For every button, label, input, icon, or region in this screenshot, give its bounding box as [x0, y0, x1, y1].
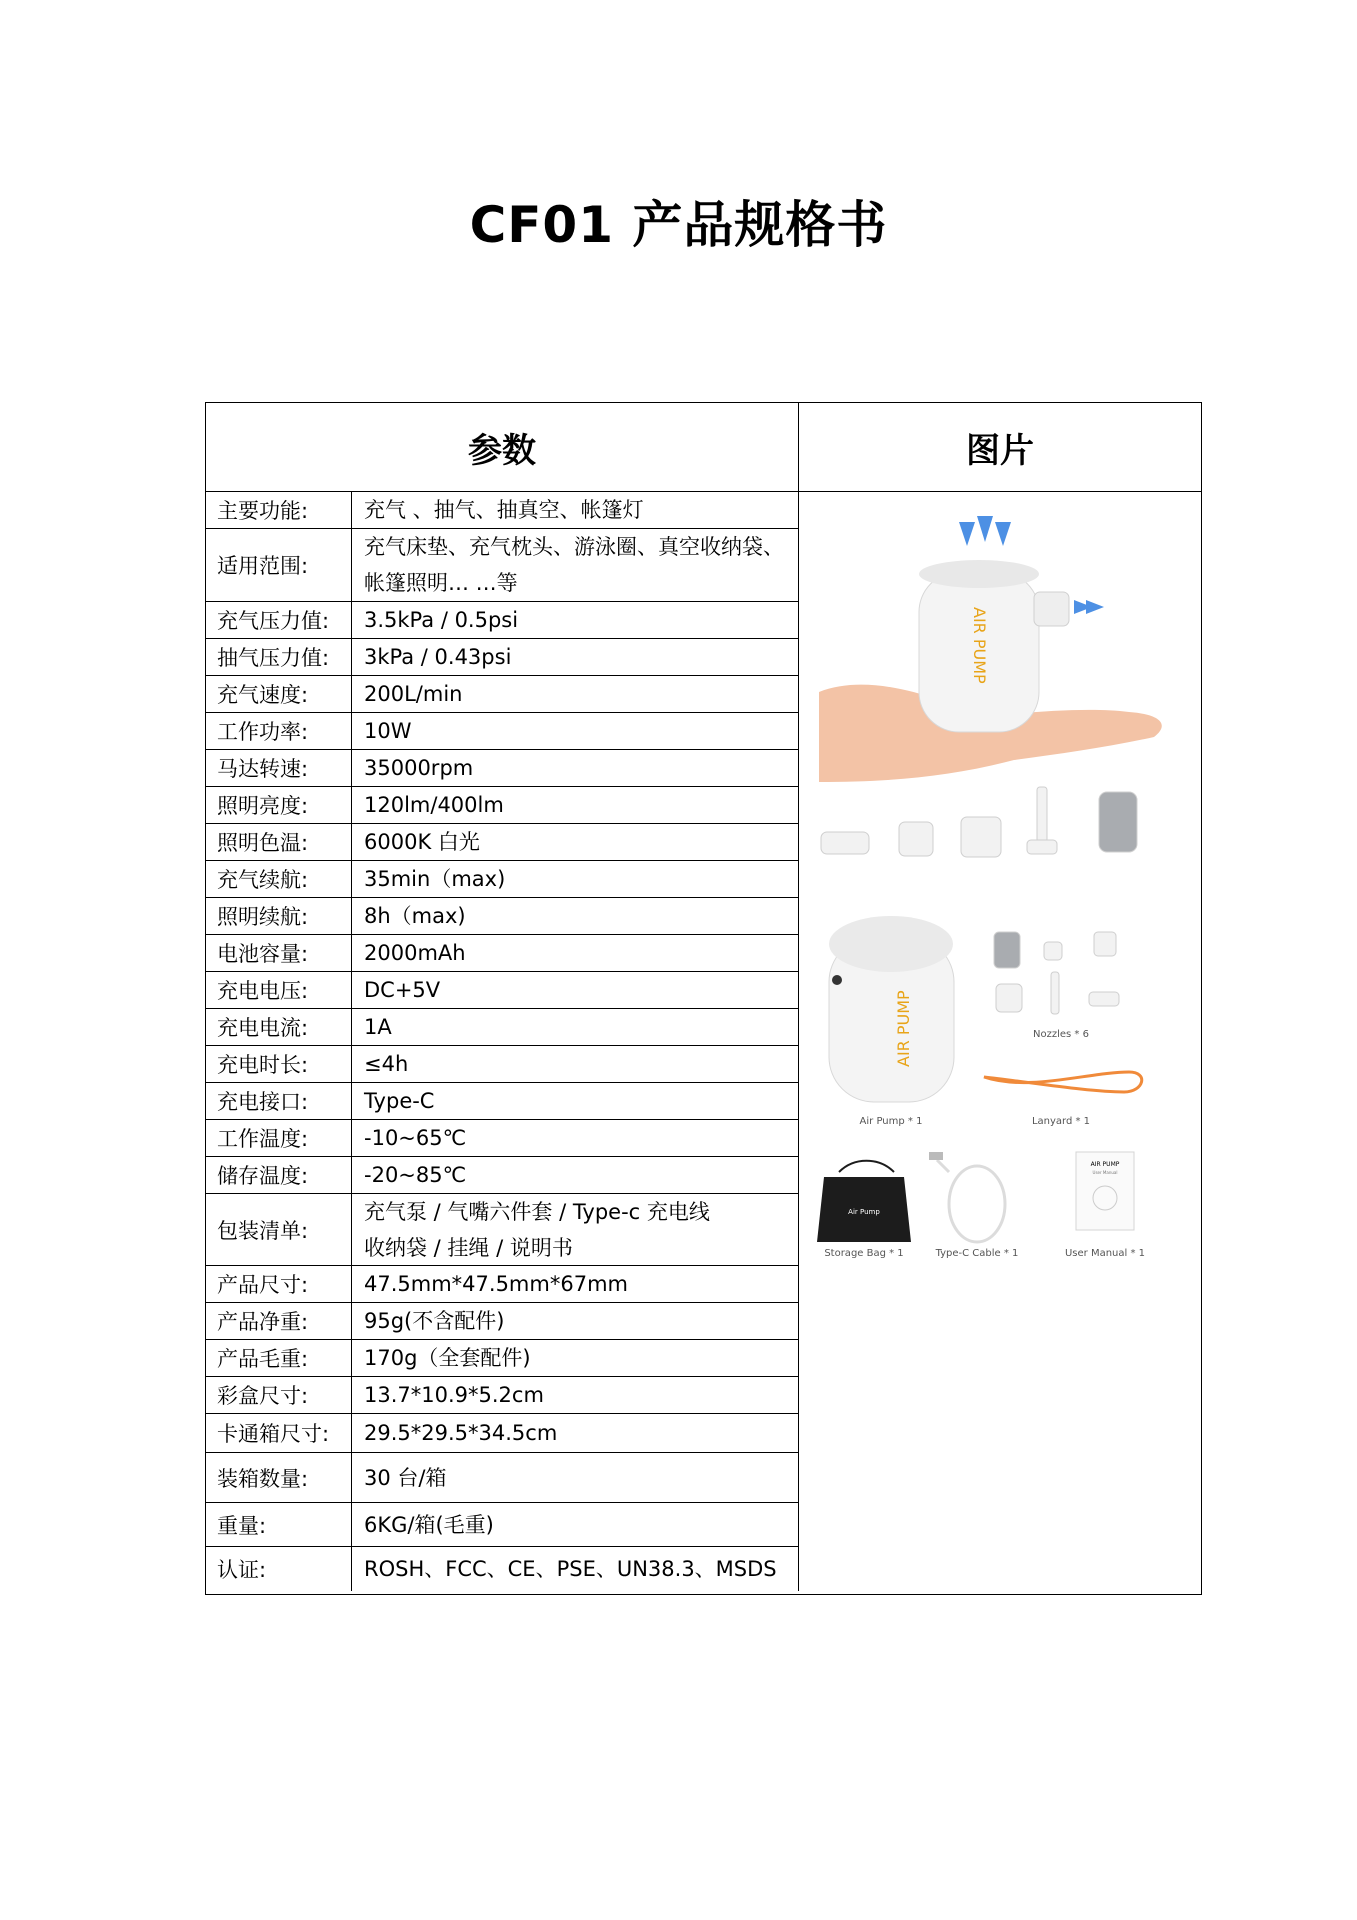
bag-label: Air Pump: [848, 1208, 880, 1216]
spec-row: [206, 824, 798, 861]
spec-label: 充电电流:: [206, 1009, 352, 1045]
spec-label: 马达转速:: [206, 750, 352, 786]
spec-value-line: 1A: [364, 1015, 392, 1039]
spec-value-line: 充气泵 / 气嘴六件套 / Type-c 充电线: [364, 1199, 710, 1224]
spec-label: 工作功率:: [206, 713, 352, 749]
product-illustration: [799, 492, 1201, 1594]
spec-row: [206, 972, 798, 1009]
spec-value-line: 35min（max): [364, 867, 506, 891]
spec-label: 充气速度:: [206, 676, 352, 712]
spec-row: [206, 602, 798, 639]
spec-row: [206, 492, 798, 529]
spec-row: [206, 1340, 798, 1377]
spec-value-line: 10W: [364, 719, 412, 743]
spec-value: [352, 1503, 798, 1546]
spec-row: [206, 1157, 798, 1194]
manual-title: AIR PUMP: [1090, 1161, 1120, 1168]
spec-value-line: 8h（max): [364, 904, 466, 928]
spec-value: [352, 1453, 798, 1502]
spec-label: 产品毛重:: [206, 1340, 352, 1376]
storage-bag: [817, 1161, 911, 1242]
spec-value-line: Type-C: [364, 1089, 435, 1113]
spec-value: [352, 639, 798, 675]
spec-label: 认证:: [206, 1547, 352, 1591]
spec-value: [352, 972, 798, 1008]
spec-value-line: 29.5*29.5*34.5cm: [364, 1421, 558, 1445]
spec-row: [206, 1266, 798, 1303]
params-header: 参数: [206, 403, 799, 492]
spec-label: 照明亮度:: [206, 787, 352, 823]
manual-subtitle: User Manual: [1092, 1170, 1118, 1175]
spec-value: [352, 1046, 798, 1082]
pump-standalone: [829, 916, 954, 1102]
spec-row: [206, 1120, 798, 1157]
spec-label: 重量:: [206, 1503, 352, 1546]
spec-label: 工作温度:: [206, 1120, 352, 1156]
spec-label: 产品净重:: [206, 1303, 352, 1339]
spec-table: [205, 402, 1202, 1595]
spec-value-line: 2000mAh: [364, 941, 466, 965]
spec-value-line: 170g（全套配件): [364, 1346, 531, 1370]
spec-value: [352, 1083, 798, 1119]
spec-value-line: 帐篷照明… …等: [364, 571, 518, 595]
spec-value: [352, 1009, 798, 1045]
pump-on-hand: [919, 516, 1104, 732]
spec-value: [352, 898, 798, 934]
nozzles-row: [821, 787, 1137, 857]
spec-value: [352, 1194, 798, 1265]
spec-value-line: 35000rpm: [364, 756, 474, 780]
spec-value-line: 3kPa / 0.43psi: [364, 645, 512, 669]
spec-row: [206, 1377, 798, 1414]
spec-value: [352, 824, 798, 860]
pump-label-2: AIR PUMP: [894, 990, 913, 1067]
spec-row: [206, 1083, 798, 1120]
spec-row: [206, 529, 798, 602]
spec-row: [206, 1009, 798, 1046]
cable-shape: [937, 1160, 1005, 1242]
pump-label: AIR PUMP: [970, 607, 989, 684]
spec-value-line: 6KG/箱(毛重): [364, 1512, 494, 1537]
spec-label: 充电电压:: [206, 972, 352, 1008]
spec-value: [352, 713, 798, 749]
spec-row: [206, 898, 798, 935]
spec-value-line: 充气 、抽气、抽真空、帐篷灯: [364, 498, 644, 522]
spec-value: [352, 1547, 798, 1591]
spec-label: 适用范围:: [206, 529, 352, 601]
spec-row: [206, 713, 798, 750]
caption-air-pump: Air Pump * 1: [859, 1116, 923, 1127]
caption-user-manual: User Manual * 1: [1064, 1248, 1146, 1259]
spec-value-line: 充气床垫、充气枕头、游泳圈、真空收纳袋、: [364, 535, 784, 559]
spec-value-line: -20~85℃: [364, 1163, 467, 1187]
spec-value-line: 200L/min: [364, 682, 463, 706]
spec-value-line: 3.5kPa / 0.5psi: [364, 608, 519, 632]
spec-value: [352, 750, 798, 786]
document-title: CF01 产品规格书: [469, 196, 888, 254]
spec-value-line: 收纳袋 / 挂绳 / 说明书: [364, 1235, 573, 1260]
spec-value-line: DC+5V: [364, 978, 441, 1002]
spec-value: [352, 602, 798, 638]
spec-label: 储存温度:: [206, 1157, 352, 1193]
spec-value: [352, 676, 798, 712]
spec-label: 充气压力值:: [206, 602, 352, 638]
spec-row: [206, 935, 798, 972]
spec-value-line: 47.5mm*47.5mm*67mm: [364, 1272, 628, 1296]
spec-row: [206, 676, 798, 713]
spec-row: [206, 1194, 798, 1266]
spec-label: 产品尺寸:: [206, 1266, 352, 1302]
spec-value-line: 95g(不含配件): [364, 1309, 505, 1333]
lanyard-shape: [984, 1072, 1142, 1092]
spec-value-line: 120lm/400lm: [364, 793, 504, 817]
spec-label: 充气续航:: [206, 861, 352, 897]
spec-value: [352, 935, 798, 971]
user-manual: [1076, 1152, 1134, 1230]
spec-value: [352, 1266, 798, 1302]
spec-value-line: 30 台/箱: [364, 1465, 447, 1490]
spec-label: 主要功能:: [206, 492, 352, 528]
spec-value: [352, 1120, 798, 1156]
caption-nozzles: Nozzles * 6: [1033, 1029, 1089, 1040]
spec-value: [352, 1157, 798, 1193]
spec-label: 照明色温:: [206, 824, 352, 860]
spec-row: [206, 1453, 798, 1503]
spec-label: 装箱数量:: [206, 1453, 352, 1502]
spec-label: 抽气压力值:: [206, 639, 352, 675]
spec-value-line: 13.7*10.9*5.2cm: [364, 1383, 544, 1407]
nozzles-grid: [994, 932, 1119, 1014]
spec-value: [352, 529, 798, 601]
spec-row: [206, 1547, 798, 1591]
spec-value: [352, 1414, 798, 1452]
spec-row: [206, 861, 798, 898]
spec-value-line: 6000K 白光: [364, 830, 480, 854]
spec-value: [352, 861, 798, 897]
spec-label: 彩盒尺寸:: [206, 1377, 352, 1413]
spec-label: 卡通箱尺寸:: [206, 1414, 352, 1452]
spec-row: [206, 1503, 798, 1547]
spec-row: [206, 1303, 798, 1340]
spec-row: [206, 1414, 798, 1453]
caption-type-c-cable: Type-C Cable * 1: [935, 1248, 1019, 1259]
spec-rows: [206, 492, 799, 1591]
product-image-panel: [799, 492, 1201, 1594]
spec-row: [206, 1046, 798, 1083]
spec-label: 充电接口:: [206, 1083, 352, 1119]
image-header: 图片: [799, 403, 1201, 492]
spec-label: 照明续航:: [206, 898, 352, 934]
spec-value: [352, 492, 798, 528]
spec-value-line: -10~65℃: [364, 1126, 467, 1150]
spec-row: [206, 750, 798, 787]
spec-value: [352, 1377, 798, 1413]
spec-value: [352, 1303, 798, 1339]
spec-label: 包装清单:: [206, 1194, 352, 1265]
spec-value-line: ROSH、FCC、CE、PSE、UN38.3、MSDS: [364, 1557, 777, 1581]
spec-value: [352, 787, 798, 823]
caption-storage-bag: Storage Bag * 1: [824, 1248, 904, 1259]
spec-label: 充电时长:: [206, 1046, 352, 1082]
spec-row: [206, 787, 798, 824]
caption-lanyard: Lanyard * 1: [1031, 1116, 1091, 1127]
spec-label: 电池容量:: [206, 935, 352, 971]
cable-plug-icon: [929, 1152, 943, 1160]
spec-row: [206, 639, 798, 676]
spec-value-line: ≤4h: [364, 1052, 409, 1076]
spec-value: [352, 1340, 798, 1376]
